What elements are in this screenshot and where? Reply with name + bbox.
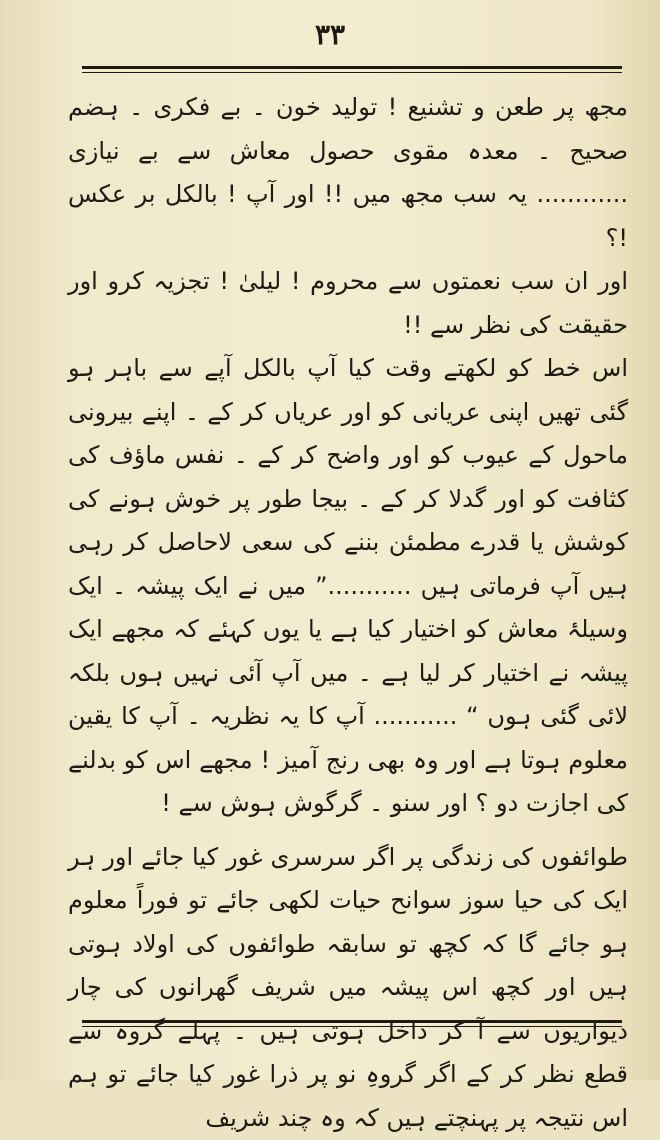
bottom-divider-rule [82, 1020, 622, 1027]
paragraph-4: طوائفوں کی زندگی پر اگر سرسری غور کیا جائے اور ہر ایک کی حیا سوز سوانح حیات لکھی جائے تو فوراً معلوم ہو جائے گا کہ کچھ تو سابقہ طوائفوں کی اولاد ہوتی ہیں اور کچھ اس پیشہ میں شریف گھرانوں کی چار دیواریوں سے آ کر داخل ہوتی ہیں ۔ پہلے گروہ سے قطع نظر کر کے اگر گروہِ نو پر ذرا غور کیا جائے تو ہم اس نتیجہ پر پہنچتے ہیں کہ وہ چند شریف [68, 836, 628, 1140]
body-text [68, 86, 628, 1140]
paragraph-3: اس خط کو لکھتے وقت کیا آپ بالکل آپے سے باہر ہو گئی تھیں اپنی عریانی کو اور عریاں کر کے ۔ اپنے بیرونی ماحول کے عیوب کو اور واضح کر کے ۔ نفس ماؤف کی کثافت کو اور گدلا کر کے ۔ بیجا طور پر خوش ہونے کی کوشش یا قدرے مطمئن بننے کی سعی لاحاصل کر رہی ہیں آپ فرماتی ہیں ...........” میں نے ایک پیشہ ۔ ایک وسیلۂ معاش کو اختیار کیا ہے یا یوں کہئے کہ مجھے ایک پیشہ نے اختیار کر لیا ہے ۔ میں آپ آئی نہیں ہوں بلکہ لائی گئی ہوں “ ........... آپ کا یہ نظریہ ۔ آپ کا یقین معلوم ہوتا ہے اور وہ بھی رنج آمیز ! مجھے اس کو بدلنے کی اجازت دو ؟ اور سنو ۔ گرگوش ہوش سے ! [68, 347, 628, 826]
paragraph-1: مجھ پر طعن و تشنیع ! تولید خون ۔ بے فکری ۔ ہضم صحیح ۔ معدہ مقوی حصول معاش سے بے نیازی ............ یہ سب مجھ میں !! اور آپ ! بالکل بر عکس !؟ [68, 86, 628, 260]
paragraph-2: اور ان سب نعمتوں سے محروم ! لیلیٰ ! تجزیہ کرو اور حقیقت کی نظر سے !! [68, 260, 628, 347]
page-number: ٣٣ [0, 18, 660, 51]
top-divider-rule [82, 66, 622, 73]
